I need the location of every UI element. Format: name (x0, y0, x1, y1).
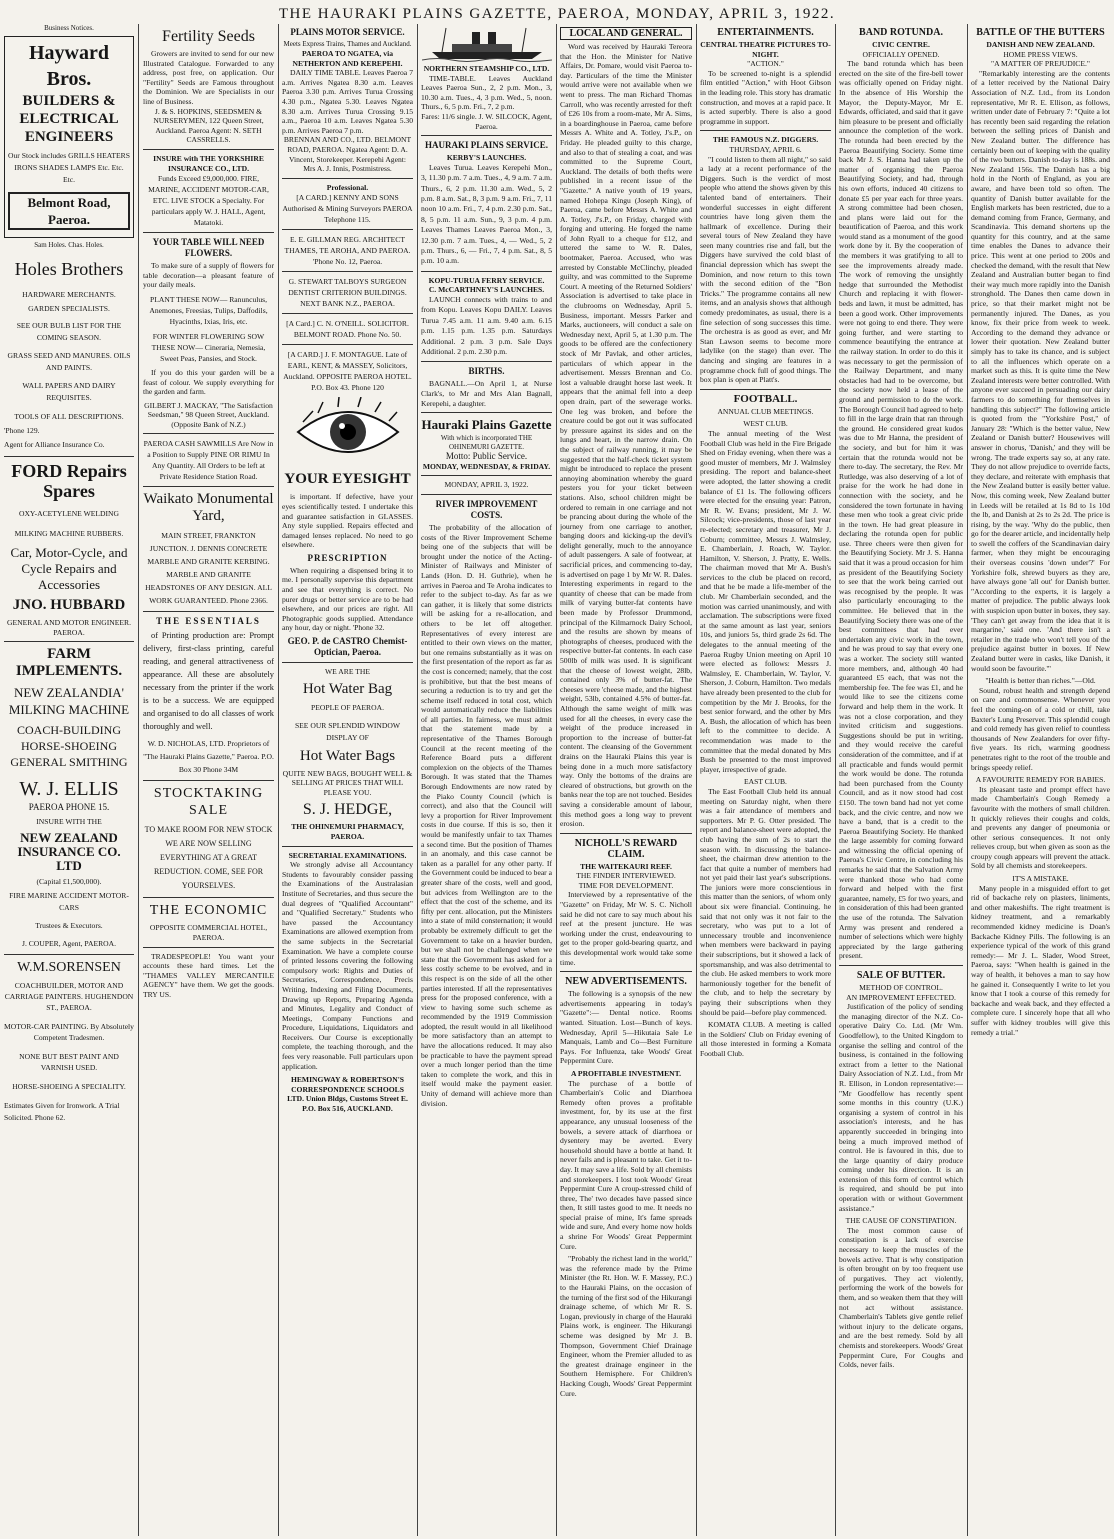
advert-body: Our Stock includes GRILLS HEATERS IRONS SHADES LAMPS Etc. Etc. Etc. (8, 151, 130, 184)
article-sub: CIVIC CENTRE. (872, 40, 930, 49)
advert-line: SEE OUR SPLENDID WINDOW DISPLAY OF (294, 720, 401, 742)
article-sub: "ACTION." (747, 59, 784, 69)
advert-body: DAILY TIME TABLE. Leaves Paeroa 7 a.m. Arrives Ngatea 8.30 a.m. Leaves Paeroa 3.30 p.m. Arrives Turua Crossing 4.30 p.m., Ngatea 5.30. Leaves Ngatea 8.30 a.m. Arrives Turua Crossing 9.15 a.m., Paeroa 10 a.m. Leaves Ngatea 5.30 p.m. Arrives Paeroa 7 p.m. (282, 68, 413, 135)
advert-signature: HEMINGWAY & ROBERTSON'S CORRESPONDENCE SCHOOLS LTD. Union Bldgs, Customs Street E. P.O. Box 516, AUCKLAND. (287, 1075, 408, 1114)
divider (4, 641, 134, 642)
advert-line: GARDEN SPECIALISTS. (28, 304, 110, 313)
advert-line: FIRE MARINE ACCIDENT MOTOR-CARS (9, 891, 129, 913)
article-title: "Health is better than riches."—Old. (985, 676, 1096, 686)
column-rule (967, 24, 968, 1536)
advert-signature: BRENNAN AND CO., LTD. BELMONT ROAD, PAEROA. Ngatea Agent: D. A. Vincent, Storekeeper. Kerepehi Agent: Mrs A. J. Innis, Postmistress. (283, 135, 412, 174)
divider (143, 780, 274, 781)
advert-title: YOUR TABLE WILL NEED FLOWERS. (152, 237, 265, 259)
advert-title: SECRETARIAL EXAMINATIONS. (288, 850, 407, 860)
advert-line: GRASS SEED AND MANURES. OILS AND PAINTS. (7, 351, 131, 372)
card-oneill: [A Card.] C. N. O'NEILL. SOLICITOR. BELMONT ROAD. Phone No. 50. (286, 319, 409, 340)
advert-line: (Capital £1,500,000). (36, 876, 102, 886)
advert-title: KOPU-TURUA FERRY SERVICE. (428, 275, 545, 285)
divider (4, 456, 134, 457)
advert-title: STOCKTAKING SALE (153, 786, 264, 819)
advert-line: MILKING MACHINE RUBBERS. (14, 529, 124, 538)
advert-body: PAEROA CASH SAWMILLS Are Now in a Position to Supply PINE OR RIMU In Any Quantity. All Orders to be left at Private Residence Station Road. (143, 439, 274, 482)
gazette-title: Hauraki Plains Gazette (421, 417, 552, 433)
article-sub: CENTRAL THEATRE PICTURES TO-NIGHT. (700, 40, 831, 59)
advert-line: HORSE-SHOEING A SPECIALITY. (12, 1082, 126, 1092)
advert-title: HAURAKI PLAINS SERVICE. (425, 140, 548, 151)
advert-address: Belmont Road, Paeroa. (8, 192, 130, 230)
gazette-motto: Motto: Public Service. (445, 451, 528, 462)
eye-icon (293, 397, 403, 467)
divider (143, 232, 274, 233)
advert-body: MAIN STREET, FRANKTON JUNCTION. J. DENNIS CONCRETE MARBLE AND GRANITE KERBING. MARBLE AND GRANITE HEADSTONES OF ANY DESIGN. ALL WORK GUARANTEED. Phone 2366. (145, 531, 272, 606)
advert-title: W.M.SORENSEN (17, 960, 121, 976)
divider (143, 486, 274, 487)
advert-body: OPPOSITE COMMERCIAL HOTEL, PAEROA. (149, 923, 268, 943)
divider (421, 412, 552, 413)
column-4 (421, 24, 552, 1536)
advert-title: PLAINS MOTOR SERVICE. (290, 27, 405, 37)
article-body: Word was received by Hauraki Tereora that the Hon. the Minister for Native Affairs, Dr. Pomare, would visit Paeroa to-day. Particulars of the time the Minister would arrive were not available when we went to press. The man Richard Thomas Carroll, who was recently arrested for theft of £26 10s from a room-mate, Mr A. Sims, in a boardinghouse in Paeroa, came before Messrs A. White and A. Totley, J's.P., on Friday. He pleaded guilty to this charge, and also to that of stealing a coat, and was committed to the Supreme Court, Auckland. The details of both thefts were published in a recent issue of the "Gazette." A native youth of 19 years, named Hohepa Kingu (Joseph King), of Paeroa, came before Messrs A. White and A. Totley, J's.P., on Friday, charged with forging and uttering. He forged the name of John Ryall to a cheque for £12, and uttered the same to W. R. Dales, bootmaker, Paeroa. Accused, who was arrested by Constable McClinchy, pleaded guilty, and was committed to the Supreme Court. A meeting of the Returned Soldiers' Association is advertised to take place in the clubrooms on Wednesday, April 5. Business, important. Messrs Parker and Marks, auctioneers, will conduct a sale on Wednesday next, April 5, at 1.30 p.m. The goods to be offered are the confectionery stock of Mr Pavlak, and other articles, particulars of which appear in the advertisement. Messrs Brennan and Co. lost a valuable draught horse last week. It appears that the animal fell into a deep open drain, part of the sewerage works. One leg was broken, and before the creature could be got out it was suffocated by pressure against its sides and on the lungs and heart, in the narrow drain. On the subject of railway running, it may be suggested that the half-check ticket system might be introduced to replace the present annoying abomination whereby the guard pesters you for your ticket between stations. Also, school children might be ordered to remain in one carriage and not be prancing about during the whole of the journey from one carriage to another, banging doors and kicking-up the devil's delight generally, much to the annoyance of adult passengers. A sale of footwear, at sacrificial prices, and commencing to-day, is advertised on page 1 by Mr W. R. Dales. Interesting experiments in regard to the quantity of cheese that can be made from milk of varying butter-fat contents have been made by Professor Drummond, principal of the Kilmarnock Dairy School, and the results are shown by means of photographs of cheeses, produced with the respective butter-fat contents. In each case 500lb of milk was used. It is significant that the cheese of lowest weight, 28lb, contained only 3% of butter-fat. The cheeses were 'cheese made, and the highest weight, 53lb, contained 4.5% of butter-fat. Although the same weight of milk was used for all the cheeses, in every case the weight of the produce increased in proportion to the increase of butter-fat content. The cleansing of the Government drains on the Hauraki Plains this year is being done in a much more satisfactory way. Only the bottoms of the drains are cleared of obstructions, but growth on the banks near the top are not touched. Besides saving a considerable amount of labour, this method goes a long way to prevent erosion. (560, 42, 692, 829)
section-heading: BATTLE OF THE BUTTERS (976, 27, 1105, 38)
article-body: Its pleasant taste and prompt effect have made Chamberlain's Cough Remedy a favourite with the mothers of small children. It quickly relieves their coughs and colds, and prevents any danger of pneumonia or other serious consequences. It not only relieves croup, but when given as soon as the croupy cough appears will prevent the attack. Sold by all chemists and storekeepers. (971, 784, 1110, 871)
divider (143, 897, 274, 898)
advert-hayward (4, 36, 134, 238)
advert-line: NEW ZEALANDIA' MILKING MACHINE (8, 685, 130, 718)
article-body: The probability of the allocation of costs of the River Improvement Scheme being one of the subjects that will be brought under the notice of the Acting-Minister of Railways and Minister of Lands (Hon. D. H. Guthrie), when he arrives in Paeroa and Te Aroha indicates to refer to the subject to-day. As far as we can gather, it is likely that some districts will be asking for a re-allocation, and others to be let off altogether. Representatives of every interest are entitled to their own views on the matter, but one remains substantially as it was on the first presentation of the report as far as the cost is concerned; namely, that the cost is prohibitive, but that the best means of securing a reduction is to try and get the scheme itself reduced in total cost, which would automatically reduce the liabilities of all parties. In fairness, we must admit that the statement made by a representative of the Thames Borough Council at the recent meeting of the Reference Board puts a different complexion on the objects of the Thames Borough. It was stated that the Thames Borough Endowments are now rated by the Piako County Council (which is correct), and also that the Council will levy a proportion for River Improvement costs in due course. If this is so, then it would be manifestly unfair to tax Thames a second time. But the position of Thames in an anomaly, and this case cannot be taken as a parallel for any other party. If the Government could be induced to bear a greater share of the costs, well and good, but advices from Wellington are to the effect that the cost of the scheme, and its fifty per cent. allocation, put the Ministers into a state of mild consternation; it would probably be extremely difficult to get the Government to take on a heavier burden, but we shall not be challenged when we state that the Government has asked for a less costly scheme to be evolved, and in this respect is on the side of all the other parties interested. If all the representatives press for the proposed conference, with a view to having some such scheme as recommended by the 1919 Commission adopted, the result would in all likelihood be more satisfactory than an attempt to have the allocations reduced. It may also be practicable to have the payment spread over a much longer period than the time taken to complete the work, and this in itself would make the payment easier. Unity of demand will achieve more than division. (421, 523, 552, 1108)
article-title: A FAVOURITE REMEDY FOR BABIES. (975, 775, 1106, 785)
article-title: THE CAUSE OF CONSTIPATION. (845, 1216, 957, 1226)
advert-line: 'Phone 129. (4, 426, 40, 435)
advert-title: NORTHERN STEAMSHIP CO., LTD. (423, 64, 550, 73)
advert-body: If you do this your garden will be a feast of colour. We supply everything for the garden and farm. (143, 367, 274, 397)
article-body: Sound, robust health and strength depend on care and commonsense. Whenever you feel the coming-on of a cold or chill, take Baxter's Lung Preserver. This splendid cough and cold remedy has given relief to countless thousands of New Zealanders for over fifty-five years. Its rich, warming goodness penetrates right to the root of the trouble and brings speedy relief. (971, 685, 1110, 772)
section-heading: Professional. (326, 182, 369, 192)
column-5 (560, 24, 692, 1536)
advert-title: FARM IMPLEMENTS. (15, 646, 123, 680)
advert-line: Agent for Alliance Insurance Co. (4, 440, 105, 449)
gazette-date: MONDAY, APRIL 3, 1922. (444, 480, 529, 490)
section-heading: LOCAL AND GENERAL. (560, 27, 692, 40)
advert-body: FOR WINTER FLOWERING SOW THESE NOW— Cineraria, Nemesia, Sweet Peas, Pansies, and Stock. (151, 331, 266, 363)
divider (839, 965, 963, 966)
divider (282, 344, 413, 345)
article-title: A PROFITABLE INVESTMENT. (570, 1068, 682, 1078)
section-heading: NEW ADVERTISEMENTS. (565, 976, 687, 988)
advert-title: S. J. HEDGE, (302, 801, 393, 819)
divider (421, 475, 552, 476)
advert-sub: KERBY'S LAUNCHES. (446, 153, 527, 163)
article-body: KOMATA CLUB. A meeting is called in the Soldiers' Club on Friday evening of all those interested in forming a Komata Football Club. (700, 1020, 831, 1058)
divider (421, 361, 552, 362)
card-gillman: E. E. GILLMAN REG. ARCHITECT THAMES, TE AROHA, AND PAEROA. 'Phone No. 12, Paeroa. (284, 235, 411, 267)
advert-sub: Meets Express Trains, Thames and Auckland. (283, 40, 412, 48)
gazette-sub: With which is incorporated THE OHINEMURI GAZETTE. (440, 434, 533, 452)
advert-name: JNO. HUBBARD (12, 597, 126, 613)
advert-line: PEOPLE OF PAEROA. (311, 702, 384, 712)
advert-line: TOOLS OF ALL DESCRIPTIONS. (14, 412, 124, 421)
advert-body: TIME-TABLE. Leaves Auckland Leaves Paeroa Sun., 2, 2 p.m. Mon., 3, 10.30 a.m. Tues., 4, 3 p.m. Wed., 5, noon. Thurs., 6, 5 p.m. Fri., 7, 2 p.m. (421, 73, 552, 112)
section-heading: FOOTBALL. (733, 392, 798, 405)
gazette-days: MONDAY, WEDNESDAY, & FRIDAY. (422, 461, 551, 471)
advert-title: Hot Water Bags (299, 747, 396, 764)
article-sub: OFFICIALLY OPENED. (862, 49, 940, 59)
divider (282, 662, 413, 663)
divider (143, 947, 274, 948)
column-1 (4, 24, 134, 1536)
divider (700, 389, 831, 390)
advert-signature: GILBERT J. MACKAY, "The Satisfaction Seedsman," 98 Queen Street, Auckland. (Opposite Bank of N.Z.) (144, 400, 273, 429)
advert-body: LAUNCH connects with trains to and from Kopu. Leaves Kopu DAILY. Leaves Turua 7.45 a.m. 11 a.m. 9.40 a.m. 6.15 p.m. 1.15 p.m. 1.35 p.m. Saturdays Additional. 2 p.m. 3 p.m. Sale Days Additional. 2 p.m. 2.30 p.m. (421, 295, 552, 357)
article-title: THE FAMOUS N.Z. DIGGERS. (712, 135, 819, 145)
divider (282, 846, 413, 847)
divider (143, 433, 274, 434)
advert-title: Hayward Bros. (29, 42, 109, 90)
article-body: To be screened to-night is a splendid film entitled "Action," with Hoot Gibson in the leading role. This story has dramatic construction, and moves at a rapid pace. It is acted superbly. There is also a good programme in support. (700, 68, 831, 126)
advert-signature: GEO. P. de CASTRO Chemist-Optician, Paeroa. (287, 636, 408, 658)
card-kenny: [A CARD.] KENNY AND SONS Authorised & Mining Surveyors PAEROA Telephone 115. (282, 193, 413, 225)
article-body: Interviewed by a representative of the "Gazette" on Friday, Mr W. S. C. Nicholl said he did not care to say much about his reef at the present juncture. He was working under the crust, endeavouring to get to the proper gold-bearing quartz, and this developmental work would take some time. (560, 890, 692, 967)
divider (282, 271, 413, 272)
article-title: NICHOLL'S REWARD CLAIM. (574, 837, 678, 860)
advert-line: GENERAL AND MOTOR ENGINEER. PAEROA. (6, 618, 132, 637)
article-body: "Remarkably interesting are the contents of a letter received by the National Dairy Association of N.Z. Ltd., from its London representative, Mr R. E. Ellison, as follows, written under date of February 7: "Quite a lot has recently been said regarding the relation between the selling prices of Danish and New Zealand butter. The difference has certainly been out of keeping with the quality of the two butters. Danish to-day is 188s. and New Zealand 156s. The Danish has a big hold in the North of England, as you are aware, and have been told so often. The quantity of Danish butter available for the English markets has been restricted, due to a demand coming from France, Germany, and Scandinavia. This demand shortens up the quantity for this country, and at the same time enables the Danes to advance their price. This went at one period to 200s and checked the demand, with the result that New Zealand and Australian butter began to find their way much more rapidly into the Danish stronghold. The Danes then came down in price, so that their market might not be permanently injured. The Danes, as you know, fix their price from week to week. According to the demand they advance or lower their quotation. New Zealand butter simply has to take its chance, and is subject to all the influences which operate on a market such as this. It is quite time the New Zealand interests were better controlled. With anyone ever succeed in persuading our dairy farmers to do something for themselves in handling this subject?" The following article is quoted from the "Yorkshire Post," of January 28: "Which is the better value, New Zealand or Danish butter? Housewives will answer in chorus, 'Danish,' and they will be wrong. The trade experts say so, at any rate. They do not allow prejudice to override facts, they declare, and reiterate with emphasis that the New Zealand butter is easily better value. Now, this coming week, New Zealand butter in Leeds will be retailed at 1s 8d to 1s 10d the lb, and Danish at 2s to 2s 2d. The price is rising, by the way. 'Why do the public, then go for the dearer article, and incidentally help to swell the coffers of the Scandinavian dairy farmer, when they might be encouraging their overseas cousins 'down under'?' For Yorkshire folk, shrewd buyers as they are, have always gone 'all out' for Danish butter. "According to the experts, it is largely a matter of prejudice. The public always look with suspicion upon butter in boxes, they say. 'They can't get away from the idea that it is margarine,' said one. 'And there isn't a retailer in the trade who won't tell you of the prejudice against butter in boxes. If New Zealand butter were in casks, like Danish, it would soon be favourite.'" (971, 68, 1110, 673)
article-sub: TIME FOR DEVELOPMENT. (578, 880, 674, 890)
divider (421, 271, 552, 272)
advert-line: QUITE NEW BAGS, BOUGHT WELL & SELLING AT PRICES THAT WILL PLEASE YOU. (282, 768, 413, 797)
article-body: The most common cause of constipation is a lack of exercise necessary to keep the muscles of the bowels active. That is why constipation is often brought on by too frequent use of purgatives. They act violently, performing the work of the bowels for them, and so weaken them that they will not act without assistance. Chamberlain's Tablets give gentle relief without injury to the delicate organs, and are the best remedy. Sold by all chemists and storekeepers. Woods' Great Peppermint Cure, For Coughs and Colds, never fails. (839, 1225, 963, 1370)
article-sub: EAST CLUB. (744, 777, 787, 787)
advert-body: We strongly advise all Accountancy Students to favourably consider passing the Examinations of the Australasian Institute of Secretaries, and thus secure the dual degrees of "Qualified Accountant" and "Qualified Secretary." Students who have passed the Accountancy Examinations are allowed exemption from the same subjects in the Secretarial Examination. We have a complete course of printed lessons covering the following compulsory work: Rights and Duties of Secretaries, Correspondence, Precis Writing, Indexing and Filing Documents, Drawing up Reports, Preparing Agenda and Minutes, Legality and Conduct of Meetings, Company Functions and Procedure, Liquidations, Liquidators and Receivers. Our Course is exceptionally complete, the teaching thorough, and the fees very reasonable. Full particulars upon application. (282, 860, 413, 1071)
divider (282, 313, 413, 314)
divider (4, 954, 134, 955)
column-rule (417, 24, 418, 1536)
advert-line: Estimates Given for Ironwork. A Trial Solicited. Phone 62. (4, 1101, 120, 1123)
divider (421, 494, 552, 495)
advert-title: YOUR EYESIGHT (284, 471, 411, 488)
advert-body: PLANT THESE NOW— Ranunculus, Anemones, Freesias, Tulips, Daffodils, Hyacinths, Ixias, Iris, etc. (149, 294, 268, 326)
advert-title: Hot Water Bag (302, 680, 393, 697)
article-sub: HOME PRESS VIEWS. (1003, 49, 1078, 59)
advert-line: SEE OUR BULB LIST FOR THE COMING SEASON. (16, 321, 122, 342)
divider (421, 135, 552, 136)
advert-line: WE ARE THE (325, 667, 370, 677)
article-body: "I could listen to them all night," so said a lady at a recent performance of the Diggers. Such is the verdict of most people who attend the shows given by this talented band of entertainers. Their wonderful successes in eight different countries have long given them the hallmark of excellence. During their several tours of New Zealand they have seen many countries rise and fall, but the Diggers have survived the cold blast of financial depression which has swept the Dominion, and now return to this town with the second edition of the "Bon Tricks." The programme contains all new items, and an analysis shows that although comedy predominates, as usual, there is a fine selection of song successes this time. The orchestra is as good as ever, and Mr Stan Lawson seems to become more ladylike (on the stage) than ever. The dancing and singing are features in a programme chock full of good things. The box plan is open at Platt's. (700, 154, 831, 385)
advert-line: ELECTRICAL (19, 111, 119, 127)
divider (282, 229, 413, 230)
article-sub: ANNUAL CLUB MEETINGS. (717, 406, 814, 416)
advert-line: COACH-BUILDING HORSE-SHOEING GENERAL SMITHING (10, 723, 128, 770)
article-body: The band rotunda which has been erected on the site of the fire-bell tower was officially opened on Friday night. In the absence of His Worship the Mayor, the Deputy-Mayor, Mr E. Edwards, officiated, and said that it gave him pleasure to be present and officially announce the completion of the work. The rotunda had been erected by the Paeroa Beautifying Society. Some time back Mr J. S. Hanna had taken up the matter of organising the Paeroa Beautifying Society, and had, through his own efforts, induced 40 citizens to donate £5 per year each for three years. A strong committee had been chosen, and plans were laid out for the beautification of Paeroa, and this work would stand as a monument of the good work done by it. By the cooperation of the members it was gratifying to all to see the improvements already made. The work of removing the unsightly hedge that surrounded the Methodist Church and replacing it with flower-beds and lawn, it must be admitted, has been a good work. Other improvements were not going to end there. They were going further, and were starting to commence beautifying the entrance at the railway station. In order to do this it was necessary to get the permission of the Railway Department, and many obstacles had had to be overcome, but the society now held a lease of the ground and permission to do the work. The Borough Council had agreed to help to fill in the large drain that ran through the ground. He considered great kudos was due to Mr Hanna, the president of the society, and but for him it was certain that the rotunda would not be there to-day. The secretary, the Rev. Mr Rutledge, was also deserving of a lot of praise for the work he had done in connection with the society, and he considered the town fortunate in having these men who took a great civic pride in the town. He had great pleasure in declaring the rotunda open for public use. Three cheers were then given for the Beautifying Society. Mr J. S. Hanna said that it was a proud occasion for him as president of the Beautifying Society to see that the work being carried out was recognised by the people. It was also particularly encouraging to the committee. He believed that in the Beautifying Society there was one of the best committees that had ever undertaken any civic work in the town, and he was proud to say that every one was a worker. The society still wanted more members, and, although 40 had guaranteed £5 each, that was not the membership fee. The fee was £1, and he would like to see the citizens come forward and help them in the work. It was not a close corporation, and they invited criticism and suggestions. Suggestions should be put in writing, and they would receive the careful consideration of the committee, and if at all practicable and funds would permit the work would be done. The rotunda had been purchased from the County Council, and as it now stood had cost £150. The town band had not yet come back, and the civic centre, and now we have a band, that is a credit to the Paeroa Beautifying Society. He thanked the large assembly for coming forward and witnessing the official opening of Paeroa's Civic Centre, in concluding his remarks he said that the Salvation Army were thanked those who had come forward and helped with the first guarantee, namely, £5 for two years, and in consideration of this had been granted the use of the rotunda. The Salvation Army was present and rendered a number of selections which were highly appreciated by the large gathering present. (839, 59, 963, 961)
article-body: Many people in a misguided effort to get rid of backache rely on plasters, liniments, and other makeshifts. The right treatment is kidney treatment, and a remarkably recommended kidney medicine is Doan's Backache Kidney Pills. The following is an experience typical of the work of this grand remedy:— Mr J. L. Slader, Wood Street, Paeroa, says: "When health is gained in the way of health, it behoves a man to say how he gained it. Consequently I write to let you know that I took a course of this remedy for backache and weak back, and they effected a complete cure. I sincerely hope that all who suffer with kidney troubles will give this remedy a trial." (971, 883, 1110, 1037)
article-body: The East Football Club held its annual meeting on Saturday night, when there was a fair attendance of members and supporters. Mr P. G. Otter presided. The report and balance-sheet were adopted, the club having the sum of 2s to start the season with. In discussing the balance-sheet, the chairman drew attention to the fact that quite a number of members had not yet paid their last year's subscriptions. The juniors were more conscientious in this matter than the seniors, of whom only about six were financial. Continuing, he said that not only was it not fair to the secretary, who was put to a lot of unnecessary trouble and inconvenience when members were backward in paying their subscriptions, but it showed a lack of sportsmanship, and was also detrimental to the club. He asked members to work more harmoniously together for the benefit of the club, and to help the secretary by paying their subscriptions when they should be paid—before play commenced. (700, 786, 831, 1017)
advert-signature: J. & S. HOPKINS, SEEDSMEN & NURSERYMEN, 122 Queen Street, Auckland. Paeroa Agent: N. SETH CASSRELLS. (153, 106, 264, 145)
column-rule (278, 24, 279, 1536)
advert-line: INSURE WITH THE (36, 817, 102, 827)
advert-signature: Fares: 11/6 single. J. W. SILCOCK, Agent, Paeroa. (421, 111, 552, 131)
advert-body: Leaves Turua. Leaves Kerepehi Mon., 3, 11.30 p.m. 7 a.m. Tues., 4, 9 a.m. 7 a.m. Thurs., 6, 2 p.m. 11.30 a.m. Wed., 5, 2 p.m. 8 a.m. Sat., 8, 3 p.m. 9 a.m. Fri., 7, 11 noon 10 a.m. Fri., 7, 4 p.m. 2.30 p.m. Sat., 8, 5 p.m. 11 a.m. Sun., 9, 3 p.m. 4 p.m. Leaves Thames Leaves Paeroa Mon., 3, 12.30 p.m. 7 a.m. Tues., 4, — Wed., 5, 2 p.m. Thurs., 6, — Fri., 7, 4 p.m. Sat., 8, 5 p.m. 10 a.m. (421, 162, 552, 266)
advert-body: is important. If defective, have your eyes scientifically tested. I undertake this and guarantee satisfaction in GLASSES. Any style supplied. Repairs effected and damaged lenses replaced. No need to go elsewhere. (282, 492, 413, 550)
advert-line: MOTOR-CAR PAINTING. By Absolutely Competent Tradesmen. (4, 1022, 134, 1043)
advert-body: To make sure of a supply of flowers for table decoration—a pleasant feature of your daily meals. (143, 261, 274, 290)
advert-line: HARDWARE MERCHANTS. (22, 290, 116, 299)
masthead: THE HAURAKI PLAINS GAZETTE, PAEROA, MONDAY, APRIL 3, 1922. (278, 6, 836, 22)
column-rule (835, 24, 836, 1536)
advert-body: Funds Exceed £9,000,000. FIRE, MARINE, ACCIDENT MOTOR-CAR, ETC. LIVE STOCK a Specialty. For particulars apply W. J. HALL, Agent, Matatoki. (148, 174, 269, 228)
column-2 (143, 24, 274, 1536)
advert-body: TO MAKE ROOM FOR NEW STOCK WE ARE NOW SELLING EVERYTHING AT A GREAT REDUCTION. COME, SEE FOR YOURSELVES. (144, 825, 273, 891)
advert-line: J. COUPER, Agent, PAEROA. (21, 939, 117, 949)
advert-sub: C. McCARTHNEY'S LAUNCHES. (428, 285, 545, 295)
advert-line: NONE BUT BEST PAINT AND VARNISH USED. (19, 1052, 119, 1073)
article-title: RIVER IMPROVEMENT COSTS. (435, 499, 538, 520)
advert-title: Waikato Monumental Yard, (143, 491, 274, 525)
advert-body: When requiring a dispensed bring it to me. I personally supervise this department and see that everything is correct. No purer drugs or better service are to be had elsewhere, and our prices are right. All Photographic goods supplied. Attendance any hour, day or night. 'Phone 32. (282, 565, 413, 633)
advert-title: Holes Brothers (14, 259, 124, 279)
article-body: The annual meeting of the West Football Club was held in the Fire Brigade Shed on Friday evening, when there was a good muster of members, Mr J. Walmsley presiding. The report and balance-sheet were adopted, the latter showing a credit balance of £1 1s. The following officers were elected for the ensuing year: Patron, Mr R. W. Evans; president, Mr J. W. Silcock; vice-presidents, those of last year re-elected; secretary and treasurer, Mr J. Coburn; committee, Messrs J. Walmsley, E. Chamberlain, J. Roach, W. Taylor. Hamilton, V. Sherson, J. Pratty, E. Wells. The chairman moved that Mr A. Bush's services to the club be placed on record, and that he be made a life-member of the club. Mr Chamberlain seconded, and the motion was carried unanimously, and with acclamation. The subscriptions were fixed at the same amount as last year, seniors 10s, and juniors 5s, third grade 2s 6d. The delegates to the annual meeting of the Paeroa Rugby Union meeting on April 10 were elected as follows: Messrs J. Walmsley, E. Chamberlain, W. Taylor, V. Sherson, J. Coburn, Hamilton. Two medals have already been presented to the club for competition by the Mr J. Brooks, for the best senior forward, and the other by Mrs A. Bush, the allocation of which has been left to the committee to decide. A recommendation was made to the committee that the medal donated by Mrs Bush be presented to the most improved player, irrespective of grade. (700, 428, 831, 774)
divider (560, 971, 692, 972)
advert-body: TRADESPEOPLE! You want your accounts these hard times. Let the "THAMES VALLEY MERCANTILE AGENCY" have them. We get the goods. TRY US. (143, 951, 274, 1000)
advert-line: COACHBUILDER, MOTOR AND CARRIAGE PAINTERS. HUGHENDON ST., PAEROA. (4, 981, 134, 1013)
steamship-icon (422, 26, 552, 62)
article-body: "Probably the richest land in the world," was the reference made by the Prime Minister (the Rt. Hon. W. F. Massey, P.C.) to the Hauraki Plains, on the occasion of the turning of the first sod of the Hikurangi drainage scheme, of which Mr R. S. Logan, previously in charge of the Hauraki Plains work, is engineer. The Hikurangi scheme was designed by Mr J. B. Thompson, Government Chief Drainage Engineer, whom the Premier alluded to as the greatest drainage engineer in the Southern Hemisphere. For Children's Hacking Cough, Woods' Great Peppermint Cure. (560, 1254, 692, 1398)
column-rule (138, 24, 139, 1536)
advert-title: INSURE with THE YORKSHIRE INSURANCE CO., LTD. (153, 153, 264, 173)
advert-line: PAEROA PHONE 15. (28, 802, 110, 813)
section-heading: Business Notices. (44, 24, 94, 32)
advert-names: Sam Holes. Chas. Holes. (34, 241, 104, 249)
divider (560, 833, 692, 834)
advert-body: Growers are invited to send for our new Illustrated Catalogue. Forwarded to any address, post free, on application. Our "Fertility" Seeds are Famous throughout the Dominion. We are Specialists in our line of Business. (143, 49, 274, 106)
advert-line: THE OHINEMURI PHARMACY, PAEROA. (291, 822, 404, 841)
article-sub: METHOD OF CONTROL. (859, 983, 943, 992)
column-3 (282, 24, 413, 1536)
article-body: The following is a synopsis of the new advertisements appearing in today's "Gazette":— Dental notice. Rooms wanted. Situation. Lost—Bunch of keys. Wednesday, April 5—Hikutaia Sale Le Manquais, Lamb and Co—Best Furniture Pays. For Influenza, take Woods' Great Peppermint Cure. (560, 989, 692, 1066)
advert-title: PRESCRIPTION (307, 552, 388, 563)
section-heading: ENTERTAINMENTS. (717, 27, 814, 38)
advert-line: OXY-ACETYLENE WELDING (18, 509, 120, 518)
advert-signature: W. D. NICHOLAS, LTD. Proprietors of "The Hauraki Plains Gazette," Paeroa. P.O. Box 30 Phone 34M (143, 739, 274, 775)
article-sub: AN IMPROVEMENT EFFECTED. (846, 992, 956, 1002)
article-sub: THURSDAY, APRIL 6. (729, 144, 802, 154)
section-heading: BAND ROTUNDA. (859, 27, 943, 38)
column-rule (556, 24, 557, 1536)
article-sub: THE FINDER INTERVIEWED. (576, 871, 676, 881)
advert-line: WALL PAPERS AND DAIRY REQUISITES. (22, 381, 116, 402)
advert-title: THE ESSENTIALS (156, 616, 261, 627)
divider (700, 130, 831, 131)
card-montague: [A CARD.] J. F. MONTAGUE. Late of EARL, KENT, & MASSEY, Solicitors, Auckland. OPPOSITE PAEROA HOTEL. P.O. Box 43. Phone 120 (283, 350, 412, 393)
article-sub: "A MATTER OF PREJUDICE." (990, 59, 1091, 69)
advert-sub: PAEROA TO NGATEA, via NETHERTON AND KEREPEHI. (292, 49, 403, 68)
divider (143, 149, 274, 150)
advert-line: ENGINEERS (24, 129, 114, 145)
card-talboys: G. STEWART TALBOYS SURGEON DENTIST CRITERION BUILDINGS. NEXT BANK N.Z., PAEROA. (288, 277, 407, 309)
column-7 (839, 24, 963, 1536)
column-6 (700, 24, 831, 1536)
article-sub: DANISH AND NEW ZEALAND. (986, 40, 1095, 49)
advert-title: FORD Repairs Spares (11, 461, 127, 501)
notice-body: BAGNALL.—On April 1, at Nurse Clark's, to Mr and Mrs Alan Bagnall, Kerepehi, a daughter. (421, 379, 552, 408)
article-title: IT'S A MISTAKE. (1012, 874, 1069, 884)
divider (143, 611, 274, 612)
section-heading: SALE OF BUTTER. (856, 970, 946, 981)
advert-title: W. J. ELLIS (19, 778, 119, 801)
section-heading: BIRTHS. (468, 366, 505, 377)
article-sub: THE WAITEKAURI REEF. (580, 861, 672, 871)
column-rule (696, 24, 697, 1536)
advert-title: THE ECONOMIC (149, 903, 268, 919)
article-body: Justification of the policy of sending the managing director of the N.Z. Co-operative Dairy Co. Ltd. (Mr Wm. Goodfellow), to the United Kingdom to organise the selling and control of the business, is contained in the following extract from a letter to the National Dairy Association of N.Z. Ltd., from Mr R. Ellison, in London representative:— "Mr Goodfellow has recently spent some months in this country (U.K.) organising a system of control in his association's interests, and he has apparently succeeded in bringing into being a much improved method of control. He is favoured in this, due to the large quantity of dairy produce coming under his direction. It is an extension of this form of control which is required, and should be put into operation with or without Government assistance." (839, 1002, 963, 1213)
article-sub: WEST CLUB. (743, 419, 788, 429)
advert-body: of Printing production are: Prompt delivery, first-class printing, careful reading, and general attractiveness of appearance. All these are absolutely necessary from the printer if the work is to be a success. We are equipped and organised to do all classes of work thoroughly and well. (143, 631, 274, 732)
advert-line: Car, Motor-Cycle, and Cycle Repairs and Accessories (10, 545, 128, 592)
article-body: The purchase of a bottle of Chamberlain's Colic and Diarrhoea Remedy often proves a profitable investment, for, by its use at the first appearance, any unusual looseness of the bowels, a severe attack of diarrhoea or dysentery may be averted. Every household should have a bottle at hand. It never fails and is pleasant to take. Get it to-day. It may save a life. Sold by all chemists and storekeepers. I lost took Woods' Great Peppermint Cure A croup-stressed child of three, The' two decades have passed since then, It still tastes good to me. It needs no special praise of mine, It's fame spreads wide and sure, And every home now holds a shrine For Woods' Great Peppermint Cure. (560, 1078, 692, 1251)
divider (282, 178, 413, 179)
advert-line: BUILDERS & (22, 93, 116, 109)
advert-line: NEW ZEALAND INSURANCE CO. LTD (17, 829, 121, 873)
column-8 (971, 24, 1110, 1536)
advert-line: Trustees & Executors. (35, 921, 103, 931)
advert-title: Fertility Seeds (162, 28, 255, 45)
